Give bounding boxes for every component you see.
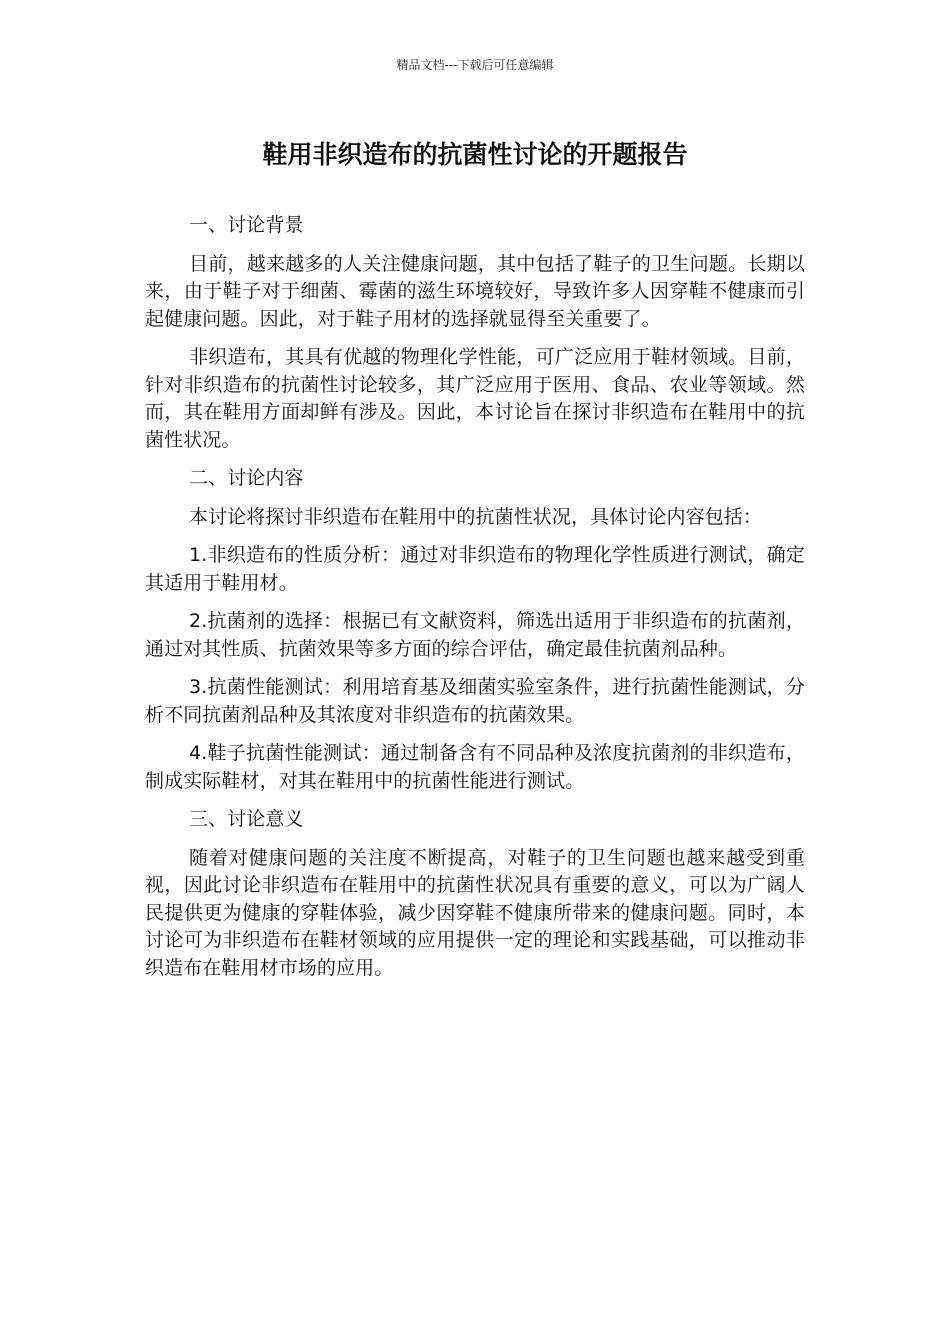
list-item: 3.抗菌性能测试：利用培育基及细菌实验室条件，进行抗菌性能测试，分析不同抗菌剂品种及其浓度对非织造布的抗菌效果。 [145,676,805,726]
section-heading-content: 二、讨论内容 [189,467,304,489]
list-item: 4.鞋子抗菌性能测试：通过制备含有不同品种及浓度抗菌剂的非织造布，制成实际鞋材，对其在鞋用中的抗菌性能进行测试。 [145,742,805,792]
paragraph: 目前，越来越多的人关注健康问题，其中包括了鞋子的卫生问题。长期以来，由于鞋子对于细菌、霉菌的滋生环境较好，导致许多人因穿鞋不健康而引起健康问题。因此，对于鞋子用材的选择就显得至关重要了。 [145,252,805,330]
section-heading-background: 一、讨论背景 [189,214,304,236]
list-item: 1.非织造布的性质分析：通过对非织造布的物理化学性质进行测试，确定其适用于鞋用材。 [145,544,805,594]
section-heading-significance: 三、讨论意义 [189,808,304,830]
paragraph: 本讨论将探讨非织造布在鞋用中的抗菌性状况，具体讨论内容包括： [189,505,763,528]
document-title: 鞋用非织造布的抗菌性讨论的开题报告 [262,140,688,169]
paragraph: 随着对健康问题的关注度不断提高，对鞋子的卫生问题也越来越受到重视，因此讨论非织造布在鞋用中的抗菌性状况具有重要的意义，可以为广阔人民提供更为健康的穿鞋体验，减少因穿鞋不健康所带来的健康问题。同时，本讨论可为非织造布在鞋材领域的应用提供一定的理论和实践基础，可以推动非织造布在鞋用材市场的应用。 [145,846,805,979]
document-body [145,212,805,993]
page-header: 精品文档---下载后可任意编辑 [396,58,554,72]
paragraph: 非织造布，其具有优越的物理化学性能，可广泛应用于鞋材领域。目前，针对非织造布的抗菌性讨论较多，其广泛应用于医用、食品、农业等领域。然而，其在鞋用方面却鲜有涉及。因此，本讨论旨在探讨非织造布在鞋用中的抗菌性状况。 [145,346,805,451]
list-item: 2.抗菌剂的选择：根据已有文献资料，筛选出适用于非织造布的抗菌剂，通过对其性质、抗菌效果等多方面的综合评估，确定最佳抗菌剂品种。 [145,610,805,660]
